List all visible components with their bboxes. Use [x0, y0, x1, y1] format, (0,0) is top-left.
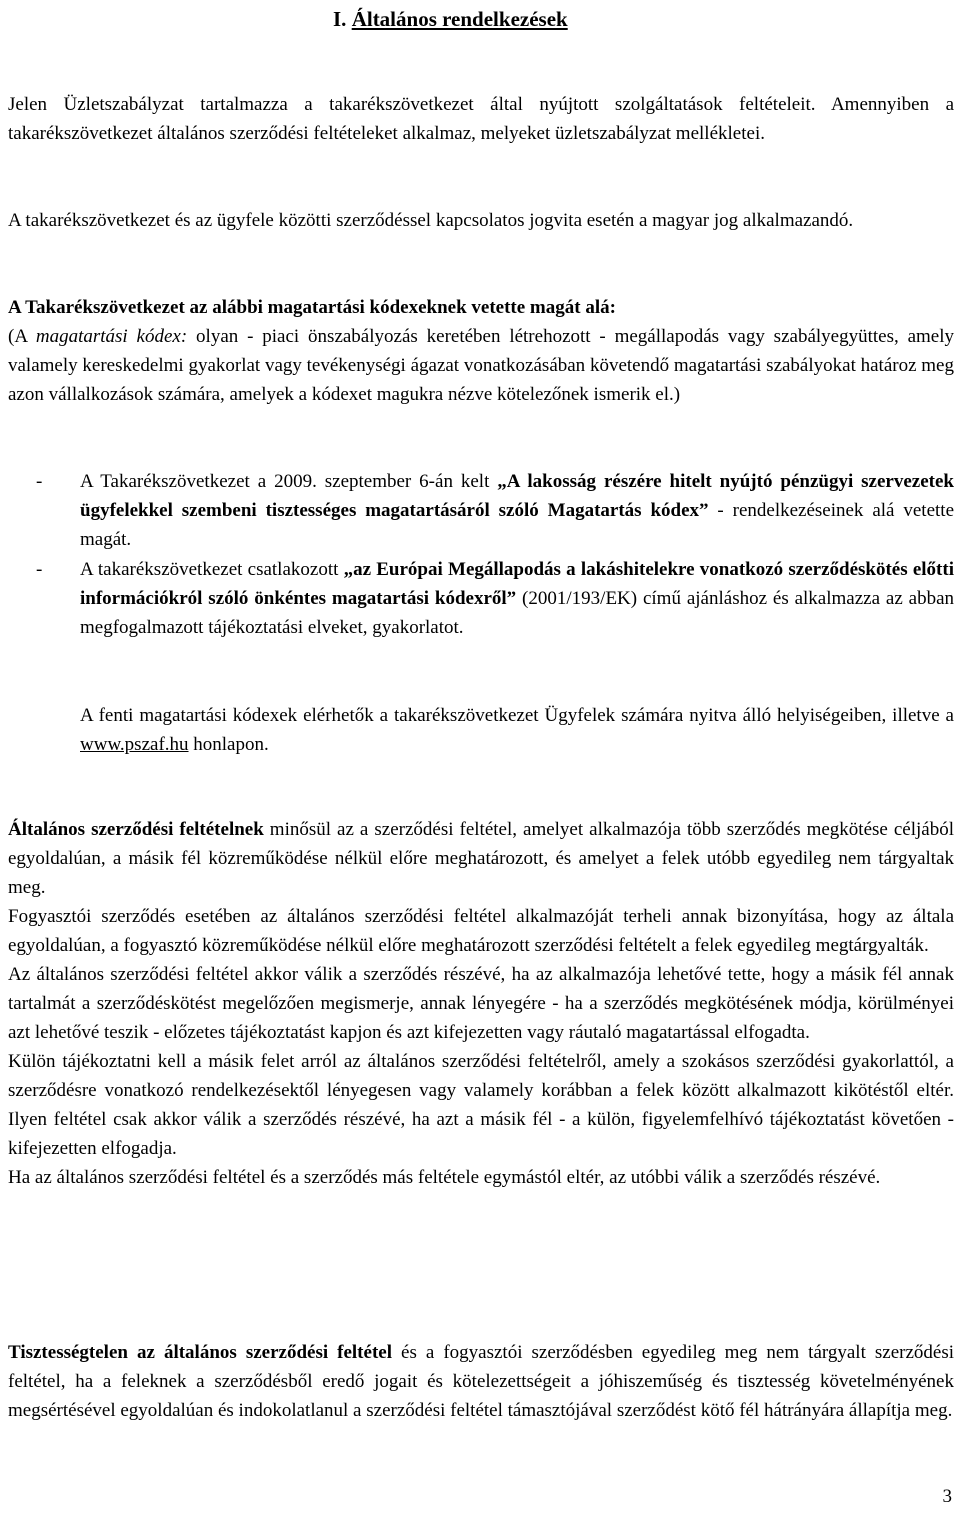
general-terms-p4: Külön tájékoztatni kell a másik felet arról az általános szerződési feltételről, amely a szokásos szerződési gyakorlattól, a szerződésre vonatkozó rendelkezésektől lényegesen vagy valamely korábban a felek között alkalmazott kikötéstől eltér. Ilyen feltétel csak akkor válik a szerződés részévé, ha azt a másik fél - a külön, figyelemfelhívó tájékoztatást követően - kifejezetten elfogadja.: [8, 1051, 954, 1159]
code-list-item-2: - A takarékszövetkezet csatlakozott „az Európai Megállapodás a lakáshitelekre vonatkozó szerződéskötés előtti információkról szóló önkéntes magatartási kódexről” (2001/193/EK) című ajánláshoz és alkalmazza az abban megfogalmazott tájékoztatási elveket, gyakorlatot.: [8, 555, 954, 642]
general-terms-p3: Az általános szerződési feltétel akkor válik a szerződés részévé, ha az alkalmazója lehetővé tette, hogy a másik fél annak tartalmát a szerződéskötést megelőzően megismerje, annak lényegére - ha a szerződés megkötésének módja, körülményei azt lehetővé teszik - előzetes tájékoztatást kapjon és azt kifejezetten vagy ráutaló magatartással elfogadta.: [8, 964, 954, 1043]
list-dash: -: [36, 559, 43, 580]
general-terms-p5: Ha az általános szerződési feltétel és a szerződés más feltétele egymástól eltér, az utóbbi válik a szerződés részévé.: [8, 1167, 881, 1188]
list-dash: -: [36, 471, 43, 492]
pszaf-link[interactable]: www.pszaf.hu: [80, 734, 189, 755]
codes-availability: A fenti magatartási kódexek elérhetők a takarékszövetkezet Ügyfelek számára nyitva álló helyiségeiben, illetve a www.pszaf.hu honlapon.: [80, 705, 954, 755]
general-terms-section: [8, 815, 954, 1192]
page-number: 3: [942, 1486, 952, 1507]
codes-section: [8, 293, 954, 409]
unfair-terms-term: Tisztességtelen az általános szerződési feltétel: [8, 1342, 392, 1363]
code-definition: (A magatartási kódex: olyan - piaci önszabályozás keretében létrehozott - megállapodás vagy szabályegyüttes, amely valamely kereskedelmi gyakorlat vagy tevékenységi ágazat vonatkozásában követendő magatartási szabályokat határoz meg azon vállalkozások számára, amelyek a kódexet magukra nézve kötelezőnek ismerik el.): [8, 326, 954, 405]
code-list-item-1: - A Takarékszövetkezet a 2009. szeptember 6-án kelt „A lakosság részére hitelt nyújtó pénzügyi szervezetek ügyfelekkel szembeni tisztességes magatartásáról szóló Magatartás kódex” - rendelkezéseinek alá vetette magát.: [8, 467, 954, 554]
heading-text: Általános rendelkezések: [351, 7, 568, 31]
code-title-1: „A lakosság részére hitelt nyújtó pénzügyi szervezetek ügyfelekkel szembeni tisztességes magatartásáról szóló Magatartás kódex”: [80, 471, 954, 521]
intro-paragraph-1: Jelen Üzletszabályzat tartalmazza a takarékszövetkezet által nyújtott szolgáltatások feltételeit. Amennyiben a takarékszövetkezet általános szerződési feltételeket alkalmaz, melyeket üzletszabályzat mellékletei.: [8, 94, 954, 144]
general-terms-p1: Általános szerződési feltételnek minősül az a szerződési feltétel, amelyet alkalmazója több szerződés megkötése céljából egyoldalúan, a másik fél közreműködése nélkül előre meghatározott, és amelyet a felek utóbb egyedileg nem tárgyaltak meg.: [8, 819, 954, 898]
section-heading: [333, 5, 568, 34]
codes-heading: A Takarékszövetkezet az alábbi magatartási kódexeknek vetette magát alá:: [8, 297, 616, 318]
heading-number: I.: [333, 7, 347, 31]
general-terms-term: Általános szerződési feltételnek: [8, 819, 264, 840]
code-title-2: „az Európai Megállapodás a lakáshitelekre vonatkozó szerződéskötés előtti információkról szóló önkéntes magatartási kódexről”: [80, 559, 954, 609]
intro-paragraph-2: A takarékszövetkezet és az ügyfele közötti szerződéssel kapcsolatos jogvita esetén a magyar jog alkalmazandó.: [8, 210, 854, 231]
unfair-terms-section: Tisztességtelen az általános szerződési feltétel és a fogyasztói szerződésben egyedileg meg nem tárgyalt szerződési feltétel, ha a feleknek a szerződésből eredő jogait és kötelezettségeit a jóhiszeműség és tisztesség követelményének megsértésével egyoldalúan és indokolatlanul a szerződési feltétel támasztójával szerződést kötő fél hátrányára állapítja meg.: [8, 1342, 955, 1421]
code-term: magatartási kódex:: [35, 326, 188, 347]
general-terms-p2: Fogyasztói szerződés esetében az általános szerződési feltétel alkalmazóját terheli annak bizonyítása, hogy az általa egyoldalúan, a fogyasztó közreműködése nélkül előre meghatározott szerződési feltételt a felek egyedileg megtárgyalták.: [8, 906, 954, 956]
